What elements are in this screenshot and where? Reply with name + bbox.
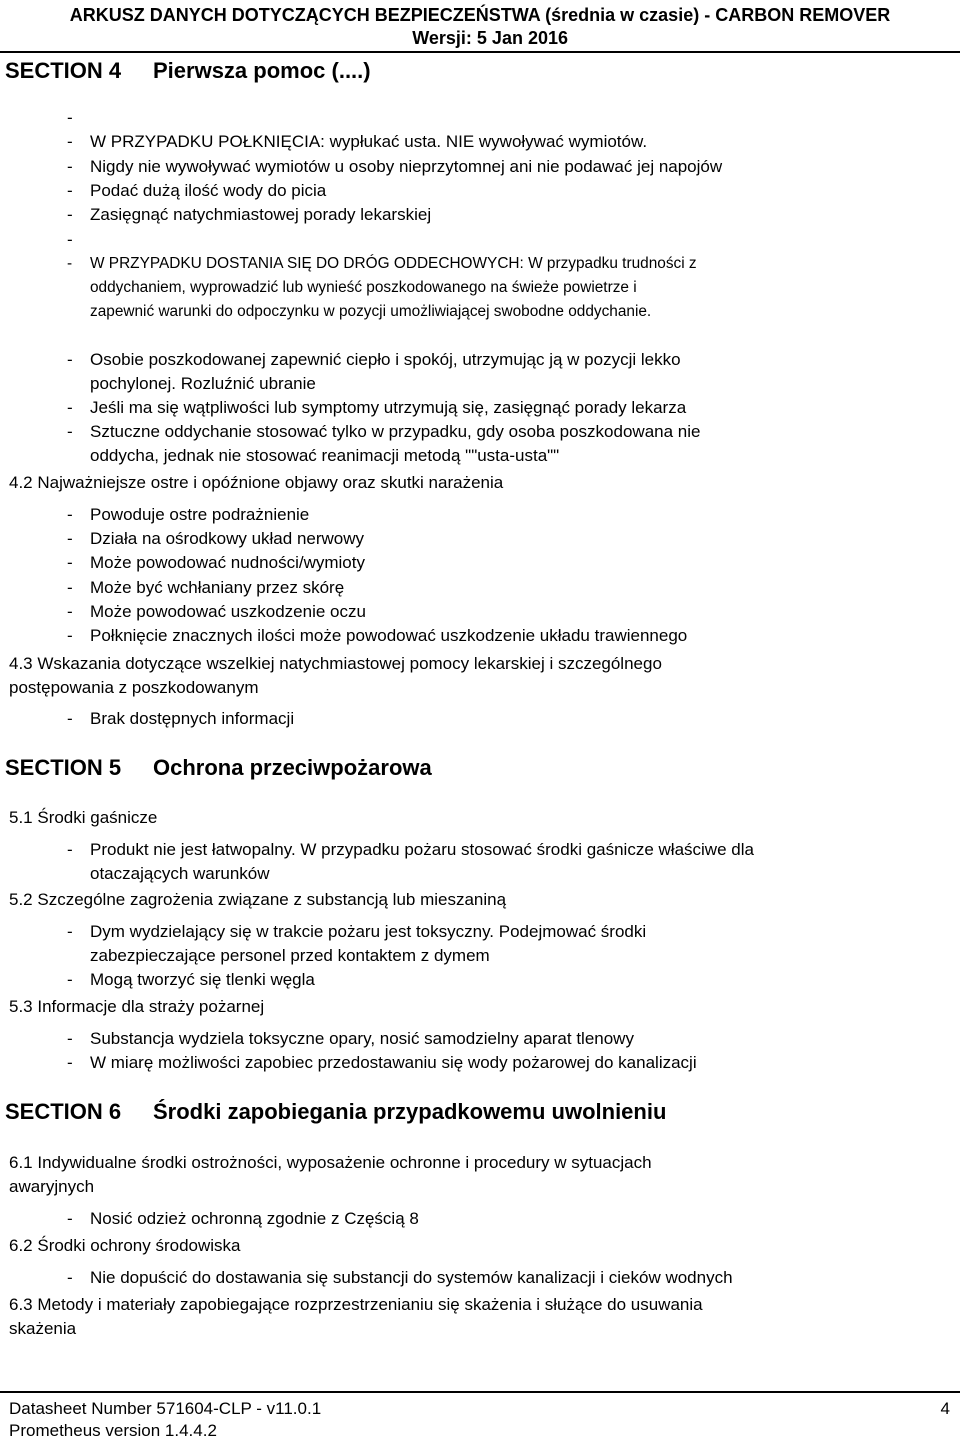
list-item: - Może powodować uszkodzenie oczu	[67, 602, 366, 621]
list-item: -	[67, 108, 73, 127]
list-item: - Nigdy nie wywoływać wymiotów u osoby nieprzytomnej ani nie podawać jej napojów	[67, 157, 723, 176]
subsection-6-3-title-cont: skażenia	[9, 1319, 77, 1338]
section-6-number: SECTION 6	[5, 1099, 122, 1124]
section-5-number: SECTION 5	[5, 755, 122, 780]
list-item: - Zasięgnąć natychmiastowej porady lekarskiej	[67, 205, 432, 224]
list-item: - Sztuczne oddychanie stosować tylko w przypadku, gdy osoba poszkodowana nie	[67, 422, 701, 441]
subsection-6-3-title: 6.3 Metody i materiały zapobiegające rozprzestrzenianiu się skażenia i służące do usuwania	[9, 1295, 703, 1314]
footer-datasheet-number: Datasheet Number 571604-CLP - v11.0.1	[9, 1399, 322, 1418]
footer-divider	[0, 1391, 960, 1393]
list-item: - Może być wchłaniany przez skórę	[67, 578, 345, 597]
list-item: - W PRZYPADKU DOSTANIA SIĘ DO DRÓG ODDECHOWYCH: W przypadku trudności z	[67, 255, 697, 272]
subsection-5-3-title: 5.3 Informacje dla straży pożarnej	[9, 997, 265, 1016]
footer-page-number: 4	[940, 1399, 950, 1418]
section-4-heading	[5, 58, 371, 84]
list-item: - Jeśli ma się wątpliwości lub symptomy utrzymują się, zasięgnąć porady lekarza	[67, 398, 687, 417]
list-item: - Połknięcie znacznych ilości może powodować uszkodzenie układu trawiennego	[67, 626, 688, 645]
section-6-title: Środki zapobiegania przypadkowemu uwolnieniu	[153, 1099, 667, 1124]
list-item: - W PRZYPADKU POŁKNIĘCIA: wypłukać usta. NIE wywoływać wymiotów.	[67, 132, 648, 151]
header-divider	[0, 51, 960, 53]
section-4-number: SECTION 4	[5, 58, 122, 83]
document-version: Wersji: 5 Jan 2016	[412, 28, 568, 48]
list-item-continuation: pochylonej. Rozluźnić ubranie	[90, 374, 316, 393]
list-item-continuation: zapewnić warunki do odpoczynku w pozycji umożliwiającej swobodne oddychanie.	[90, 303, 652, 320]
list-item: - Działa na ośrodkowy układ nerwowy	[67, 529, 365, 548]
list-item-continuation: zabezpieczające personel przed kontaktem z dymem	[90, 946, 490, 965]
list-item: -	[67, 230, 73, 249]
subsection-6-1-title-cont: awaryjnych	[9, 1177, 95, 1196]
list-item: - Powoduje ostre podrażnienie	[67, 505, 310, 524]
subsection-4-3-title: 4.3 Wskazania dotyczące wszelkiej natychmiastowej pomocy lekarskiej i szczególnego	[9, 654, 662, 673]
list-item: - Osobie poszkodowanej zapewnić ciepło i spokój, utrzymując ją w pozycji lekko	[67, 350, 681, 369]
list-item-continuation: oddycha, jednak nie stosować reanimacji metodą ""usta-usta""	[90, 446, 560, 465]
footer-prometheus-version: Prometheus version 1.4.4.2	[9, 1421, 217, 1440]
list-item: - Nosić odzież ochronną zgodnie z Częścią 8	[67, 1209, 419, 1228]
subsection-6-1-title: 6.1 Indywidualne środki ostrożności, wyposażenie ochronne i procedury w sytuacjach	[9, 1153, 652, 1172]
list-item: - Brak dostępnych informacji	[67, 709, 295, 728]
section-4-title: Pierwsza pomoc (....)	[153, 58, 371, 83]
list-item: - Może powodować nudności/wymioty	[67, 553, 365, 572]
subsection-5-2-title: 5.2 Szczególne zagrożenia związane z substancją lub mieszaniną	[9, 890, 507, 909]
list-item: - Mogą tworzyć się tlenki węgla	[67, 970, 315, 989]
subsection-4-2-title: 4.2 Najważniejsze ostre i opóźnione objawy oraz skutki narażenia	[9, 473, 504, 492]
list-item: - Produkt nie jest łatwopalny. W przypadku pożaru stosować środki gaśnicze właściwe dla	[67, 840, 754, 859]
list-item: - Nie dopuścić do dostawania się substancji do systemów kanalizacji i cieków wodnych	[67, 1268, 733, 1287]
document-title: ARKUSZ DANYCH DOTYCZĄCYCH BEZPIECZEŃSTWA (średnia w czasie) - CARBON REMOVER	[69, 5, 891, 25]
section-5-title: Ochrona przeciwpożarowa	[153, 755, 432, 780]
list-item-continuation: oddychaniem, wyprowadzić lub wynieść poszkodowanego na świeże powietrze i	[90, 279, 637, 296]
subsection-4-3-title-cont: postępowania z poszkodowanym	[9, 678, 259, 697]
list-item-continuation: otaczających warunków	[90, 864, 270, 883]
list-item: - Substancja wydziela toksyczne opary, nosić samodzielny aparat tlenowy	[67, 1029, 634, 1048]
subsection-6-2-title: 6.2 Środki ochrony środowiska	[9, 1236, 241, 1255]
list-item: - W miarę możliwości zapobiec przedostawaniu się wody pożarowej do kanalizacji	[67, 1053, 697, 1072]
subsection-5-1-title: 5.1 Środki gaśnicze	[9, 808, 158, 827]
list-item: - Dym wydzielający się w trakcie pożaru jest toksyczny. Podejmować środki	[67, 922, 647, 941]
section-5-heading	[5, 755, 432, 781]
list-item: - Podać dużą ilość wody do picia	[67, 181, 327, 200]
section-6-heading	[5, 1099, 666, 1125]
